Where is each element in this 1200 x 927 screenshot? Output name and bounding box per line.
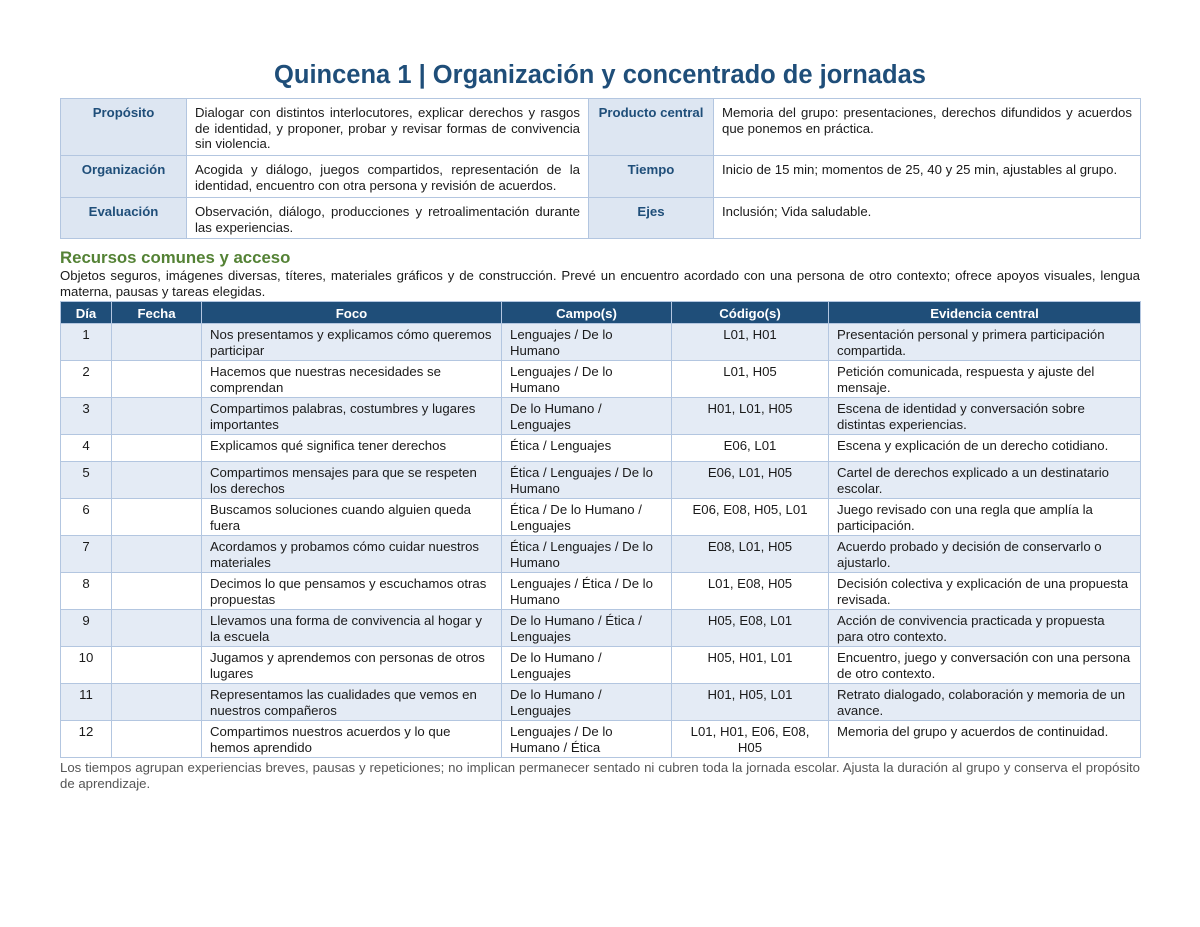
table-row <box>61 721 1141 758</box>
day-cell: 2 <box>61 361 112 398</box>
table-row <box>61 435 1141 462</box>
focus-cell: Representamos las cualidades que vemos en nuestros compañeros <box>202 684 502 721</box>
table-row <box>61 398 1141 435</box>
day-cell: 5 <box>61 462 112 499</box>
fields-cell: Lenguajes / De lo Humano / Ética <box>502 721 672 758</box>
table-row <box>61 573 1141 610</box>
table-row <box>61 462 1141 499</box>
table-row <box>61 610 1141 647</box>
ejes-label: Ejes <box>589 198 714 239</box>
date-cell <box>112 647 202 684</box>
date-cell <box>112 573 202 610</box>
evidence-cell: Petición comunicada, respuesta y ajuste del mensaje. <box>829 361 1141 398</box>
evidence-cell: Memoria del grupo y acuerdos de continuidad. <box>829 721 1141 758</box>
codes-cell: E06, E08, H05, L01 <box>672 499 829 536</box>
date-cell <box>112 499 202 536</box>
summary-row <box>61 99 1141 156</box>
focus-cell: Buscamos soluciones cuando alguien queda fuera <box>202 499 502 536</box>
focus-cell: Compartimos mensajes para que se respeten los derechos <box>202 462 502 499</box>
date-cell <box>112 324 202 361</box>
date-cell <box>112 462 202 499</box>
ejes-value: Inclusión; Vida saludable. <box>714 198 1141 239</box>
date-cell <box>112 684 202 721</box>
organizacion-label: Organización <box>61 156 187 198</box>
table-row <box>61 324 1141 361</box>
date-cell <box>112 610 202 647</box>
schedule-body <box>61 324 1141 758</box>
day-cell: 6 <box>61 499 112 536</box>
schedule-header-row <box>61 302 1141 324</box>
codes-cell: E08, L01, H05 <box>672 536 829 573</box>
focus-cell: Compartimos nuestros acuerdos y lo que hemos aprendido <box>202 721 502 758</box>
fields-cell: Lenguajes / Ética / De lo Humano <box>502 573 672 610</box>
evidence-cell: Presentación personal y primera participación compartida. <box>829 324 1141 361</box>
focus-cell: Nos presentamos y explicamos cómo queremos participar <box>202 324 502 361</box>
evidence-cell: Escena y explicación de un derecho cotidiano. <box>829 435 1141 462</box>
codes-cell: H05, H01, L01 <box>672 647 829 684</box>
codes-cell: L01, H05 <box>672 361 829 398</box>
focus-cell: Llevamos una forma de convivencia al hogar y la escuela <box>202 610 502 647</box>
focus-cell: Compartimos palabras, costumbres y lugares importantes <box>202 398 502 435</box>
focus-cell: Hacemos que nuestras necesidades se comprendan <box>202 361 502 398</box>
table-row <box>61 536 1141 573</box>
tiempo-label: Tiempo <box>589 156 714 198</box>
resources-heading: Recursos comunes y acceso <box>60 248 291 267</box>
evidence-cell: Acuerdo probado y decisión de conservarlo o ajustarlo. <box>829 536 1141 573</box>
evidence-cell: Cartel de derechos explicado a un destinatario escolar. <box>829 462 1141 499</box>
proposito-label: Propósito <box>61 99 187 156</box>
codes-cell: L01, H01, E06, E08, H05 <box>672 721 829 758</box>
tiempo-value: Inicio de 15 min; momentos de 25, 40 y 25 min, ajustables al grupo. <box>714 156 1141 198</box>
fields-cell: Ética / Lenguajes / De lo Humano <box>502 462 672 499</box>
producto-value: Memoria del grupo: presentaciones, derechos difundidos y acuerdos que ponemos en práctica. <box>714 99 1141 156</box>
focus-cell: Acordamos y probamos cómo cuidar nuestros materiales <box>202 536 502 573</box>
codes-cell: E06, L01 <box>672 435 829 462</box>
fields-cell: De lo Humano / Ética / Lenguajes <box>502 610 672 647</box>
header-evidencia: Evidencia central <box>829 302 1141 324</box>
header-campos: Campo(s) <box>502 302 672 324</box>
day-cell: 1 <box>61 324 112 361</box>
header-foco: Foco <box>202 302 502 324</box>
producto-label: Producto central <box>589 99 714 156</box>
codes-cell: L01, E08, H05 <box>672 573 829 610</box>
evidence-cell: Escena de identidad y conversación sobre distintas experiencias. <box>829 398 1141 435</box>
date-cell <box>112 435 202 462</box>
table-row <box>61 361 1141 398</box>
fields-cell: Ética / Lenguajes <box>502 435 672 462</box>
fields-cell: De lo Humano / Lenguajes <box>502 647 672 684</box>
evidence-cell: Decisión colectiva y explicación de una propuesta revisada. <box>829 573 1141 610</box>
organizacion-value: Acogida y diálogo, juegos compartidos, representación de la identidad, encuentro con otra persona y revisión de acuerdos. <box>187 156 589 198</box>
header-fecha: Fecha <box>112 302 202 324</box>
schedule-table <box>60 301 1141 758</box>
evidence-cell: Acción de convivencia practicada y propuesta para otro contexto. <box>829 610 1141 647</box>
codes-cell: H01, H05, L01 <box>672 684 829 721</box>
date-cell <box>112 398 202 435</box>
page-title: Quincena 1 | Organización y concentrado de jornadas <box>274 61 926 89</box>
fields-cell: De lo Humano / Lenguajes <box>502 684 672 721</box>
document-page <box>60 0 1140 792</box>
table-row <box>61 647 1141 684</box>
fields-cell: Lenguajes / De lo Humano <box>502 361 672 398</box>
date-cell <box>112 721 202 758</box>
codes-cell: E06, L01, H05 <box>672 462 829 499</box>
evidence-cell: Retrato dialogado, colaboración y memoria de un avance. <box>829 684 1141 721</box>
day-cell: 12 <box>61 721 112 758</box>
header-codigos: Código(s) <box>672 302 829 324</box>
table-row <box>61 684 1141 721</box>
day-cell: 7 <box>61 536 112 573</box>
footnote: Los tiempos agrupan experiencias breves, pausas y repeticiones; no implican permanecer sentado ni cubren toda la jornada escolar. Ajusta la duración al grupo y conserva el propósito de aprendizaje. <box>60 760 1140 791</box>
fields-cell: De lo Humano / Lenguajes <box>502 398 672 435</box>
summary-table <box>60 98 1141 239</box>
header-dia: Día <box>61 302 112 324</box>
codes-cell: L01, H01 <box>672 324 829 361</box>
table-row <box>61 499 1141 536</box>
day-cell: 4 <box>61 435 112 462</box>
fields-cell: Lenguajes / De lo Humano <box>502 324 672 361</box>
day-cell: 11 <box>61 684 112 721</box>
day-cell: 8 <box>61 573 112 610</box>
focus-cell: Jugamos y aprendemos con personas de otros lugares <box>202 647 502 684</box>
day-cell: 9 <box>61 610 112 647</box>
evidence-cell: Encuentro, juego y conversación con una persona de otro contexto. <box>829 647 1141 684</box>
date-cell <box>112 536 202 573</box>
evaluacion-value: Observación, diálogo, producciones y retroalimentación durante las experiencias. <box>187 198 589 239</box>
focus-cell: Decimos lo que pensamos y escuchamos otras propuestas <box>202 573 502 610</box>
fields-cell: Ética / De lo Humano / Lenguajes <box>502 499 672 536</box>
date-cell <box>112 361 202 398</box>
summary-row <box>61 198 1141 239</box>
fields-cell: Ética / Lenguajes / De lo Humano <box>502 536 672 573</box>
resources-text: Objetos seguros, imágenes diversas, títeres, materiales gráficos y de construcción. Prevé un encuentro acordado con una persona de otro contexto; ofrece apoyos visuales, lengua materna, pausas y tareas elegidas. <box>60 268 1140 299</box>
day-cell: 3 <box>61 398 112 435</box>
summary-row <box>61 156 1141 198</box>
focus-cell: Explicamos qué significa tener derechos <box>202 435 502 462</box>
evaluacion-label: Evaluación <box>61 198 187 239</box>
evidence-cell: Juego revisado con una regla que amplía la participación. <box>829 499 1141 536</box>
day-cell: 10 <box>61 647 112 684</box>
codes-cell: H05, E08, L01 <box>672 610 829 647</box>
codes-cell: H01, L01, H05 <box>672 398 829 435</box>
proposito-value: Dialogar con distintos interlocutores, explicar derechos y rasgos de identidad, y proponer, probar y revisar formas de convivencia sin violencia. <box>187 99 589 156</box>
